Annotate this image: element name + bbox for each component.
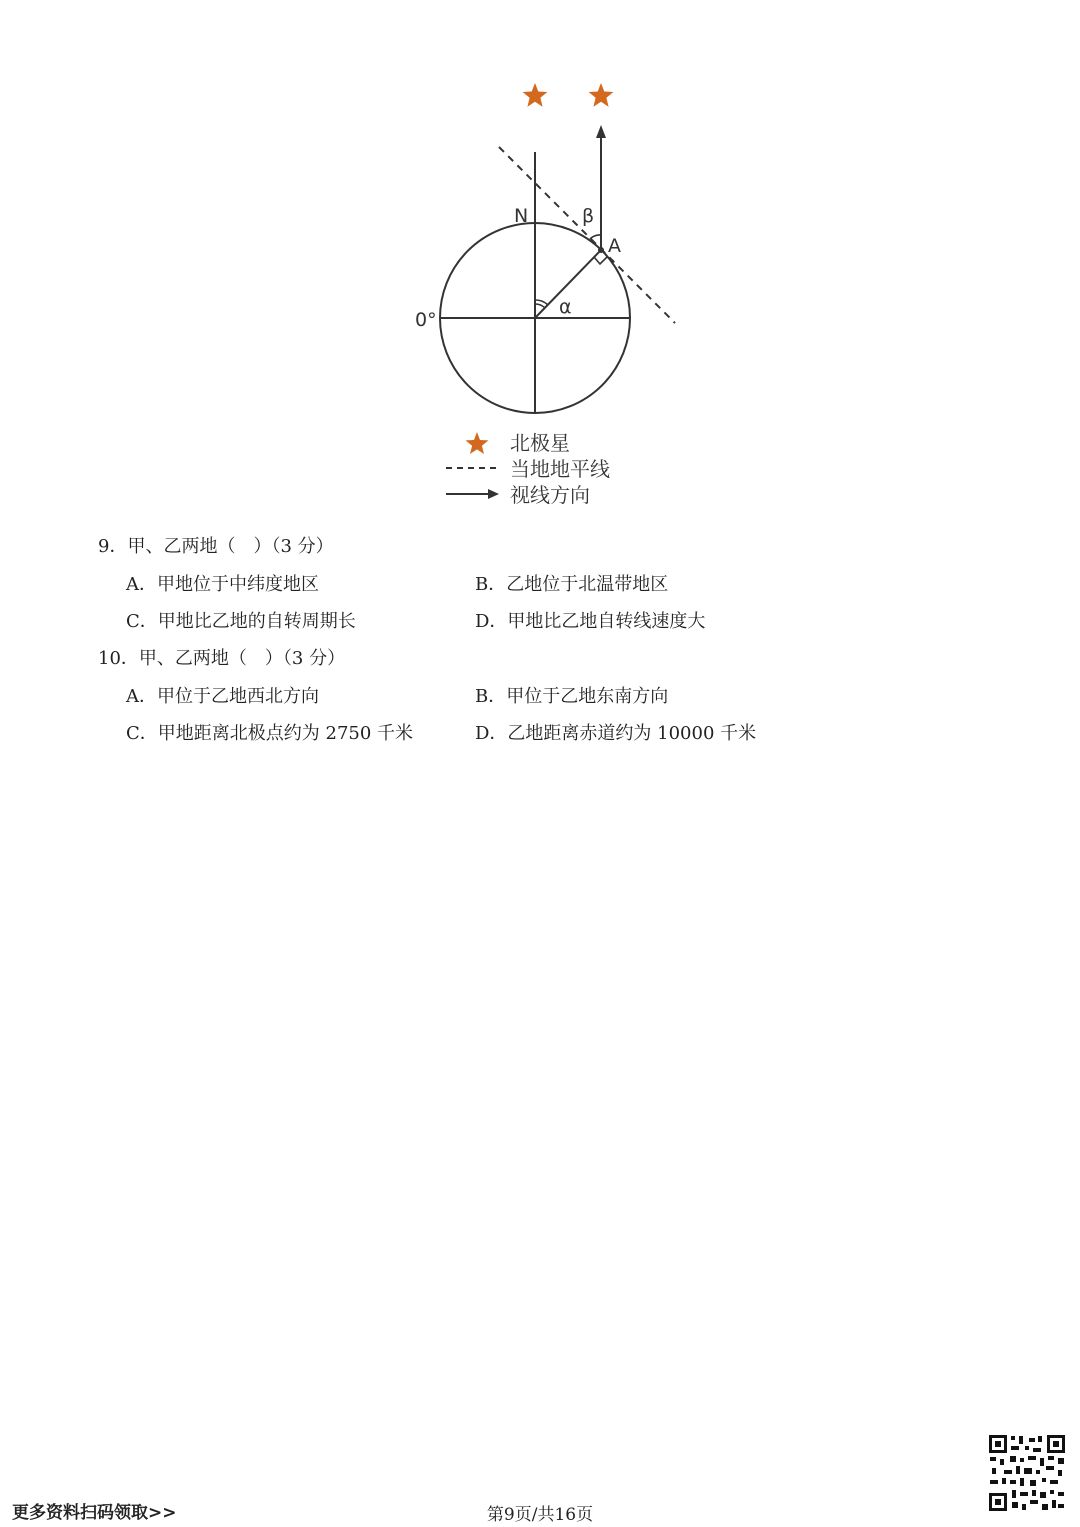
question-10-option-c[interactable]: C．甲地距离北极点约为 2750 千米 — [126, 723, 414, 744]
label-a: A — [608, 235, 621, 257]
sight-arrow-head — [596, 125, 606, 138]
question-10-option-d[interactable]: D．乙地距离赤道约为 10000 千米 — [475, 723, 757, 744]
north-star-icon — [523, 83, 548, 107]
page-number: 第9页/共16页 — [486, 1505, 594, 1525]
alpha-arc-inner — [535, 304, 545, 308]
point-a — [598, 247, 604, 253]
label-zero-degree: 0° — [415, 309, 437, 331]
question-9-option-b[interactable]: B．乙地位于北温带地区 — [475, 574, 669, 595]
label-alpha: α — [559, 296, 572, 318]
legend-label-horizon: 当地地平线 — [510, 457, 610, 481]
legend-arrow-head — [488, 489, 499, 499]
beta-arc — [590, 235, 601, 239]
north-star-icon — [589, 83, 614, 107]
local-horizon-line — [499, 147, 675, 323]
label-beta: β — [582, 205, 595, 227]
legend-label-sight: 视线方向 — [510, 483, 590, 507]
question-10-option-a[interactable]: A．甲位于乙地西北方向 — [126, 686, 319, 707]
label-n: N — [514, 205, 529, 227]
question-10-stem: 10．甲、乙两地（ ）（3 分） — [98, 648, 346, 669]
question-10-option-b[interactable]: B．甲位于乙地东南方向 — [475, 686, 669, 707]
legend-star-icon — [466, 432, 489, 454]
legend-label-north-star: 北极星 — [510, 431, 570, 455]
question-9-option-d[interactable]: D．甲地比乙地自转线速度大 — [475, 611, 706, 632]
question-9-option-a[interactable]: A．甲地位于中纬度地区 — [126, 574, 319, 595]
right-angle-marker — [594, 257, 607, 264]
question-9-stem: 9．甲、乙两地（ ）（3 分） — [98, 536, 334, 557]
question-9-option-c[interactable]: C．甲地比乙地的自转周期长 — [126, 611, 356, 632]
earth-diagram — [0, 0, 1080, 520]
footer-promo-link[interactable]: 更多资料扫码领取>> — [12, 1503, 177, 1523]
